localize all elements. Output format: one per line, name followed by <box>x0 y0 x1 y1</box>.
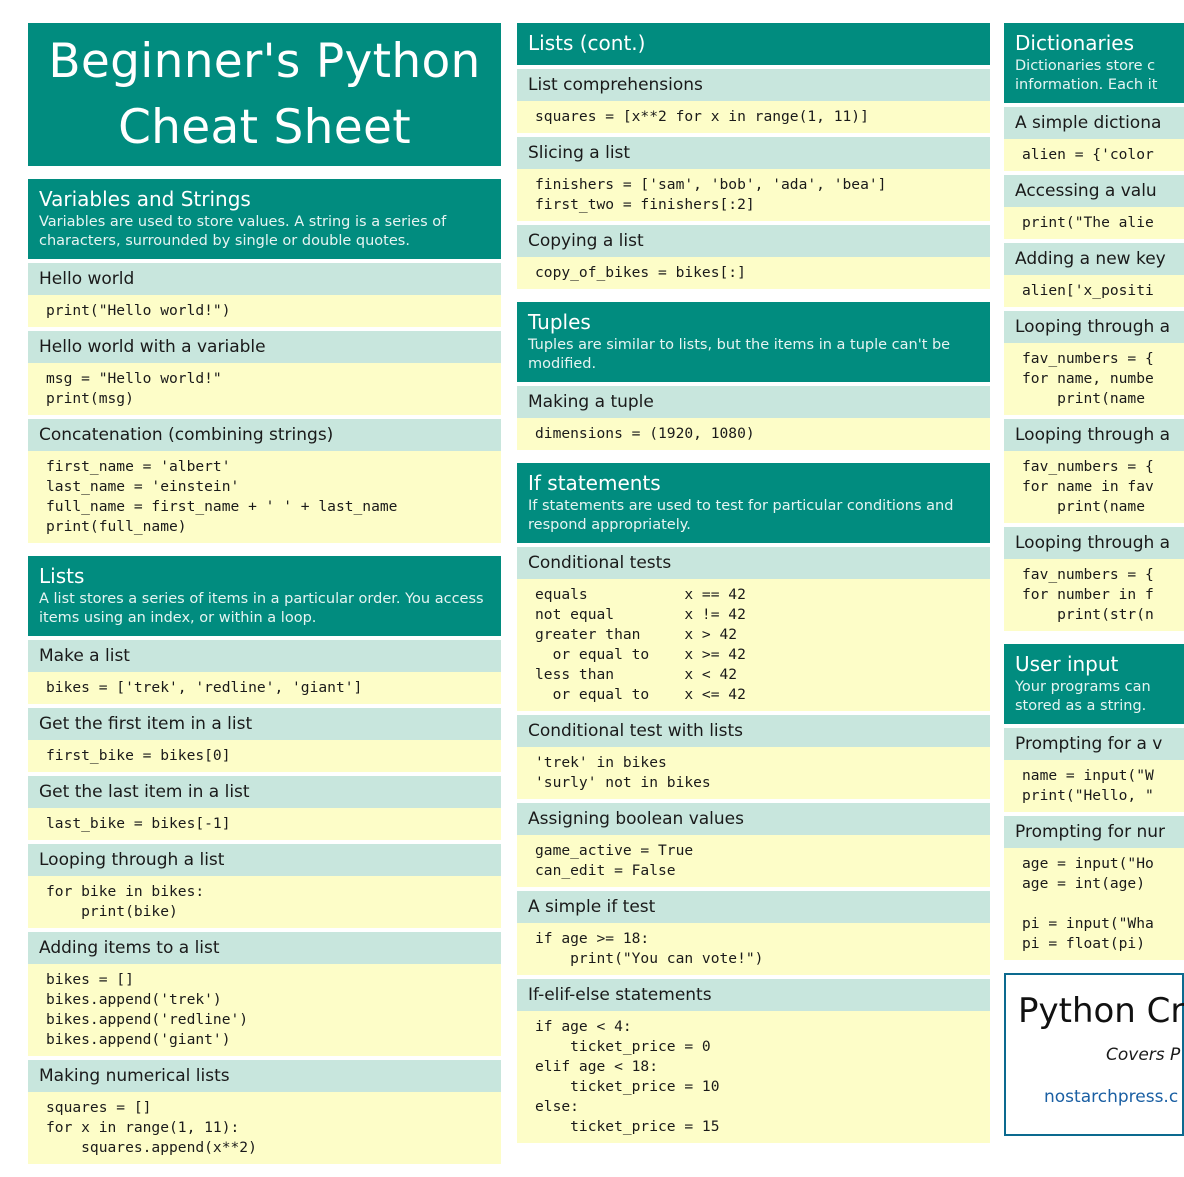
code-example: finishers = ['sam', 'bob', 'ada', 'bea'] first_two = finishers[:2] <box>517 169 990 221</box>
section-description: Tuples are similar to lists, but the items in a tuple can't be modified. <box>528 337 951 372</box>
section-title: User input <box>1015 652 1119 676</box>
subsection-label: Copying a list <box>517 224 990 257</box>
subsection-label: Looping through a list <box>28 843 501 876</box>
subsection-label: Adding items to a list <box>28 931 501 964</box>
subsection-label: Looping through a <box>1004 310 1184 343</box>
code-example: print("The alie <box>1004 207 1184 239</box>
section-title: Variables and Strings <box>39 187 251 211</box>
cheat-sheet-title <box>28 23 501 166</box>
code-example: 'trek' in bikes 'surly' not in bikes <box>517 747 990 799</box>
section-title: Lists (cont.) <box>528 31 646 55</box>
title-line-1: Beginner's Python <box>48 34 481 89</box>
column-1 <box>28 23 501 1177</box>
section-lists-cont <box>517 23 990 289</box>
code-example: bikes = [] bikes.append('trek') bikes.append('redline') bikes.append('giant') <box>28 964 501 1056</box>
section-tuples <box>517 302 990 450</box>
section-title: Tuples <box>528 310 591 334</box>
code-example: equals x == 42 not equal x != 42 greater than x > 42 or equal to x >= 42 less than x < 42 or equal to x <= 42 <box>517 579 990 711</box>
subsection-label: Prompting for nur <box>1004 815 1184 848</box>
section-title: If statements <box>528 471 661 495</box>
subsection-label: Looping through a <box>1004 526 1184 559</box>
code-example: for bike in bikes: print(bike) <box>28 876 501 928</box>
subsection-label: Slicing a list <box>517 136 990 169</box>
section-lists <box>28 556 501 1164</box>
code-example: copy_of_bikes = bikes[:] <box>517 257 990 289</box>
section-title: Lists <box>39 564 85 588</box>
section-title: Dictionaries <box>1015 31 1135 55</box>
subsection-label: A simple if test <box>517 890 990 923</box>
subsection-label: Accessing a valu <box>1004 174 1184 207</box>
title-line-2: Cheat Sheet <box>118 100 411 155</box>
code-example: squares = [x**2 for x in range(1, 11)] <box>517 101 990 133</box>
section-user-input <box>1004 644 1184 960</box>
section-description: Your programs can stored as a string. <box>1015 679 1151 714</box>
book-covers-text: Covers P <box>1106 1045 1181 1065</box>
code-example: print("Hello world!") <box>28 295 501 327</box>
section-description: Dictionaries store c information. Each it <box>1015 58 1158 93</box>
section-header <box>1004 644 1184 724</box>
code-example: fav_numbers = { for name, numbe print(name <box>1004 343 1184 415</box>
subsection-label: Get the last item in a list <box>28 775 501 808</box>
subsection-label: Conditional test with lists <box>517 714 990 747</box>
column-2-sections <box>517 23 990 1143</box>
subsection-label: Prompting for a v <box>1004 727 1184 760</box>
code-example: alien = {'color <box>1004 139 1184 171</box>
subsection-label: Concatenation (combining strings) <box>28 418 501 451</box>
code-example: game_active = True can_edit = False <box>517 835 990 887</box>
subsection-label: Make a list <box>28 639 501 672</box>
book-title: Python Cr <box>1018 991 1184 1031</box>
code-example: if age >= 18: print("You can vote!") <box>517 923 990 975</box>
code-example: dimensions = (1920, 1080) <box>517 418 990 450</box>
section-description: A list stores a series of items in a particular order. You access items using an index, or within a loop. <box>39 591 484 626</box>
code-example: bikes = ['trek', 'redline', 'giant'] <box>28 672 501 704</box>
column-2 <box>517 23 990 1156</box>
code-example: fav_numbers = { for number in f print(str(n <box>1004 559 1184 631</box>
column-3-sections <box>1004 23 1184 960</box>
section-variables-and-strings <box>28 179 501 543</box>
subsection-label: List comprehensions <box>517 68 990 101</box>
section-header <box>28 179 501 259</box>
subsection-label: Making a tuple <box>517 385 990 418</box>
code-example: last_bike = bikes[-1] <box>28 808 501 840</box>
subsection-label: Making numerical lists <box>28 1059 501 1092</box>
code-example: first_name = 'albert' last_name = 'einstein' full_name = first_name + ' ' + last_name print(full_name) <box>28 451 501 543</box>
column-3 <box>1004 23 1184 1136</box>
code-example: msg = "Hello world!" print(msg) <box>28 363 501 415</box>
section-dictionaries <box>1004 23 1184 631</box>
subsection-label: Conditional tests <box>517 546 990 579</box>
code-example: if age < 4: ticket_price = 0 elif age < 18: ticket_price = 10 else: ticket_price = 15 <box>517 1011 990 1143</box>
section-header <box>28 556 501 636</box>
section-header <box>517 463 990 543</box>
code-example: name = input("W print("Hello, " <box>1004 760 1184 812</box>
book-promo <box>1004 973 1184 1136</box>
code-example: squares = [] for x in range(1, 11): squares.append(x**2) <box>28 1092 501 1164</box>
section-if-statements <box>517 463 990 1143</box>
section-header <box>517 302 990 382</box>
section-description: Variables are used to store values. A string is a series of characters, surrounded by single or double quotes. <box>39 214 447 249</box>
code-example: alien['x_positi <box>1004 275 1184 307</box>
subsection-label: A simple dictiona <box>1004 106 1184 139</box>
subsection-label: Hello world <box>28 262 501 295</box>
code-example: age = input("Ho age = int(age) pi = input("Wha pi = float(pi) <box>1004 848 1184 960</box>
section-header <box>1004 23 1184 103</box>
subsection-label: Get the first item in a list <box>28 707 501 740</box>
subsection-label: Hello world with a variable <box>28 330 501 363</box>
code-example: first_bike = bikes[0] <box>28 740 501 772</box>
subsection-label: Adding a new key <box>1004 242 1184 275</box>
code-example: fav_numbers = { for name in fav print(name <box>1004 451 1184 523</box>
subsection-label: Assigning boolean values <box>517 802 990 835</box>
subsection-label: If-elif-else statements <box>517 978 990 1011</box>
column-1-sections <box>28 179 501 1164</box>
publisher-link[interactable]: nostarchpress.c <box>1044 1087 1179 1107</box>
section-header <box>517 23 990 65</box>
section-description: If statements are used to test for particular conditions and respond appropriately. <box>528 498 954 533</box>
subsection-label: Looping through a <box>1004 418 1184 451</box>
